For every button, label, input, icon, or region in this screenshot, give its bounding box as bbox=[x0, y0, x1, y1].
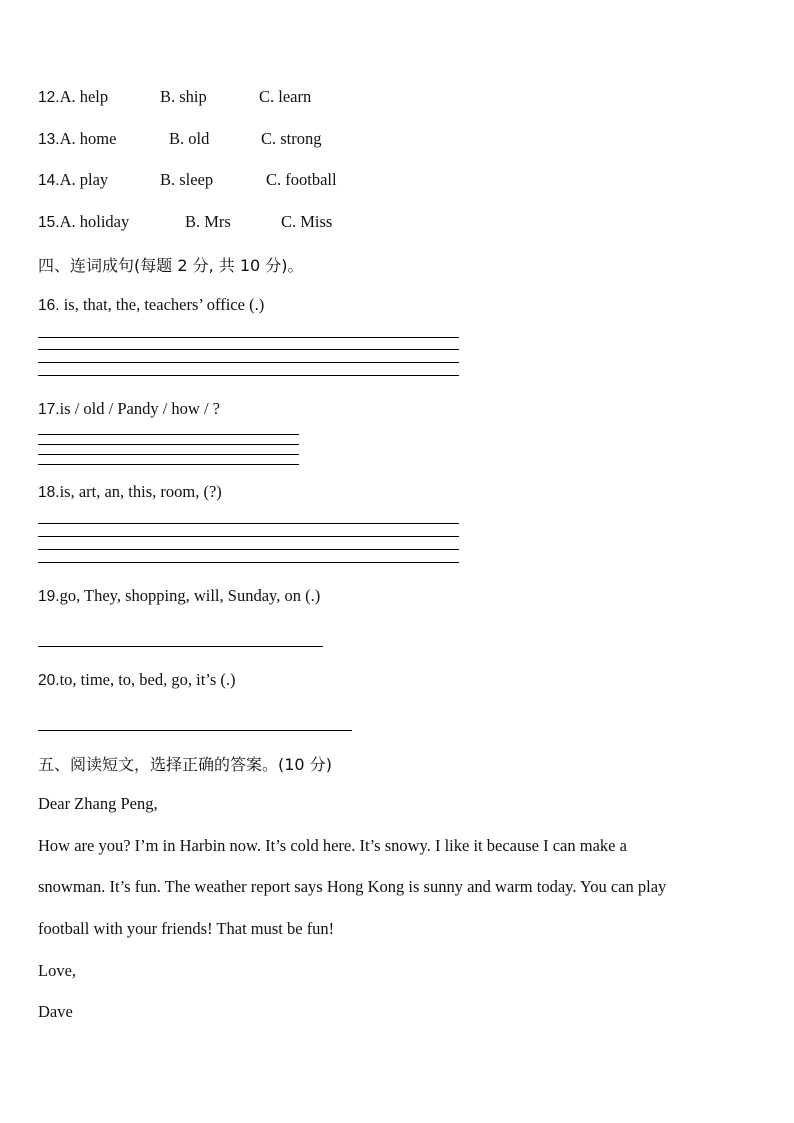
choice-row-15 bbox=[38, 212, 129, 232]
question-number: 15. bbox=[38, 214, 60, 231]
letter-greeting: Dear Zhang Peng, bbox=[38, 794, 158, 813]
section-5-heading: 五、阅读短文，选择正确的答案。(10 分) bbox=[38, 755, 332, 774]
question-number: 18. bbox=[38, 484, 60, 501]
question-16 bbox=[38, 295, 264, 315]
answer-line[interactable] bbox=[38, 375, 459, 376]
question-number: 12. bbox=[38, 89, 60, 106]
section-4-heading: 四、连词成句(每题 2 分, 共 10 分)。 bbox=[38, 256, 304, 275]
letter-body-line: football with your friends! That must be fun! bbox=[38, 919, 335, 938]
answer-line[interactable] bbox=[38, 349, 459, 350]
question-text: go, They, shopping, will, Sunday, on (.) bbox=[59, 586, 321, 605]
choice-row-13 bbox=[38, 129, 116, 149]
answer-line[interactable] bbox=[38, 434, 299, 435]
answer-line[interactable] bbox=[38, 444, 299, 445]
answer-line[interactable] bbox=[38, 523, 459, 524]
answer-line[interactable] bbox=[38, 362, 459, 363]
question-text: is / old / Pandy / how / ? bbox=[59, 399, 220, 418]
question-20 bbox=[38, 670, 236, 690]
option-a: A. play bbox=[59, 170, 109, 189]
question-number: 19. bbox=[38, 588, 60, 605]
question-number: 13. bbox=[38, 131, 60, 148]
question-18 bbox=[38, 482, 222, 502]
question-number: 14. bbox=[38, 172, 60, 189]
question-number: 17. bbox=[38, 401, 60, 418]
question-17 bbox=[38, 399, 220, 419]
answer-line[interactable] bbox=[38, 464, 299, 465]
letter-body-line: How are you? I’m in Harbin now. It’s cold here. It’s snowy. I like it because I can make a bbox=[38, 836, 627, 855]
letter-closing: Love, bbox=[38, 961, 77, 980]
answer-line[interactable] bbox=[38, 454, 299, 455]
option-b: B. Mrs bbox=[185, 212, 231, 231]
answer-line[interactable] bbox=[38, 730, 352, 731]
question-number: 16. bbox=[38, 297, 60, 314]
choice-row-14 bbox=[38, 170, 108, 190]
option-c: C. learn bbox=[259, 87, 312, 106]
option-c: C. football bbox=[266, 170, 337, 189]
option-a: A. help bbox=[59, 87, 109, 106]
option-b: B. old bbox=[169, 129, 210, 148]
letter-body-line: snowman. It’s fun. The weather report says Hong Kong is sunny and warm today. You can play bbox=[38, 877, 667, 896]
option-b: B. sleep bbox=[160, 170, 214, 189]
letter-signature: Dave bbox=[38, 1002, 73, 1021]
question-text: is, that, the, teachers’ office (.) bbox=[59, 295, 265, 314]
option-b: B. ship bbox=[160, 87, 207, 106]
answer-line[interactable] bbox=[38, 646, 323, 647]
answer-line[interactable] bbox=[38, 536, 459, 537]
question-text: is, art, an, this, room, (?) bbox=[59, 482, 222, 501]
answer-line[interactable] bbox=[38, 549, 459, 550]
answer-line[interactable] bbox=[38, 337, 459, 338]
question-text: to, time, to, bed, go, it’s (.) bbox=[59, 670, 236, 689]
question-19 bbox=[38, 586, 320, 606]
option-a: A. home bbox=[59, 129, 117, 148]
option-a: A. holiday bbox=[59, 212, 130, 231]
option-c: C. Miss bbox=[281, 212, 333, 231]
question-number: 20. bbox=[38, 672, 60, 689]
answer-line[interactable] bbox=[38, 562, 459, 563]
option-c: C. strong bbox=[261, 129, 322, 148]
choice-row-12 bbox=[38, 87, 108, 107]
